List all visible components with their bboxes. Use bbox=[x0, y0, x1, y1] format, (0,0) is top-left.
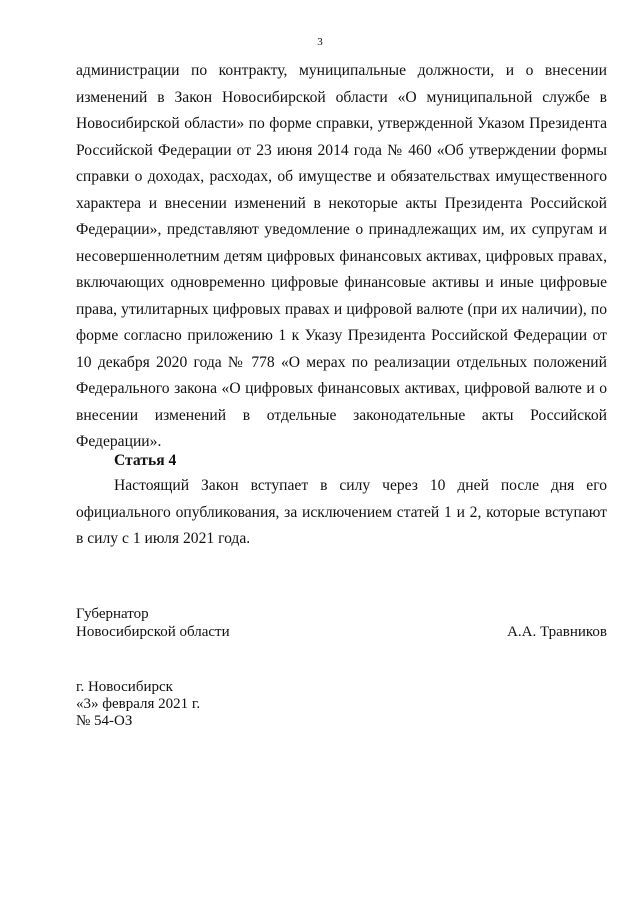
signature-title-line2: Новосибирской области bbox=[76, 624, 230, 640]
law-number: № 54-ОЗ bbox=[76, 713, 133, 729]
signature-block bbox=[76, 605, 607, 641]
place-city: г. Новосибирск bbox=[76, 679, 173, 695]
page-number: 3 bbox=[317, 36, 323, 48]
article-heading: Статья 4 bbox=[114, 452, 177, 469]
paragraph-continuation bbox=[76, 58, 607, 456]
place-date-block bbox=[76, 679, 200, 730]
place-date: «3» февраля 2021 г. bbox=[76, 696, 201, 712]
signature-name: А.А. Травников bbox=[507, 624, 607, 640]
signature-title-line1: Губернатор bbox=[76, 606, 149, 622]
article-text: Настоящий Закон вступает в силу через 10 дней после дня его официального опубликования, за исключением статей 1 и 2, которые вступают в силу с 1 июля 2021 года. bbox=[76, 477, 607, 547]
paragraph-text: администрации по контракту, муниципальные должности, и о внесении изменений в Закон Новосибирской области «О муниципальной службе в Новосибирской области» по форме справки, утвержденной Указом Президента Российской Федерации от 23 июня 2014 года № 460 «Об утверждении формы справки о доходах, расходах, об имуществе и обязательствах имущественного характера и внесении изменений в некоторые акты Президента Российской Федерации», представляют уведомление о принадлежащих им, их супругам и несовершеннолетним детям цифровых финансовых активах, цифровых правах, включающих одновременно цифровые финансовые активы и иные цифровые права, утилитарных цифровых правах и цифровой валюте (при их наличии), по форме согласно приложению 1 к Указу Президента Российской Федерации от 10 декабря 2020 года № 778 «О мерах по реализации отдельных положений Федерального закона «О цифровых финансовых активах, цифровой валюте и о внесении изменений в отдельные законодательные акты Российской Федерации». bbox=[76, 62, 607, 450]
